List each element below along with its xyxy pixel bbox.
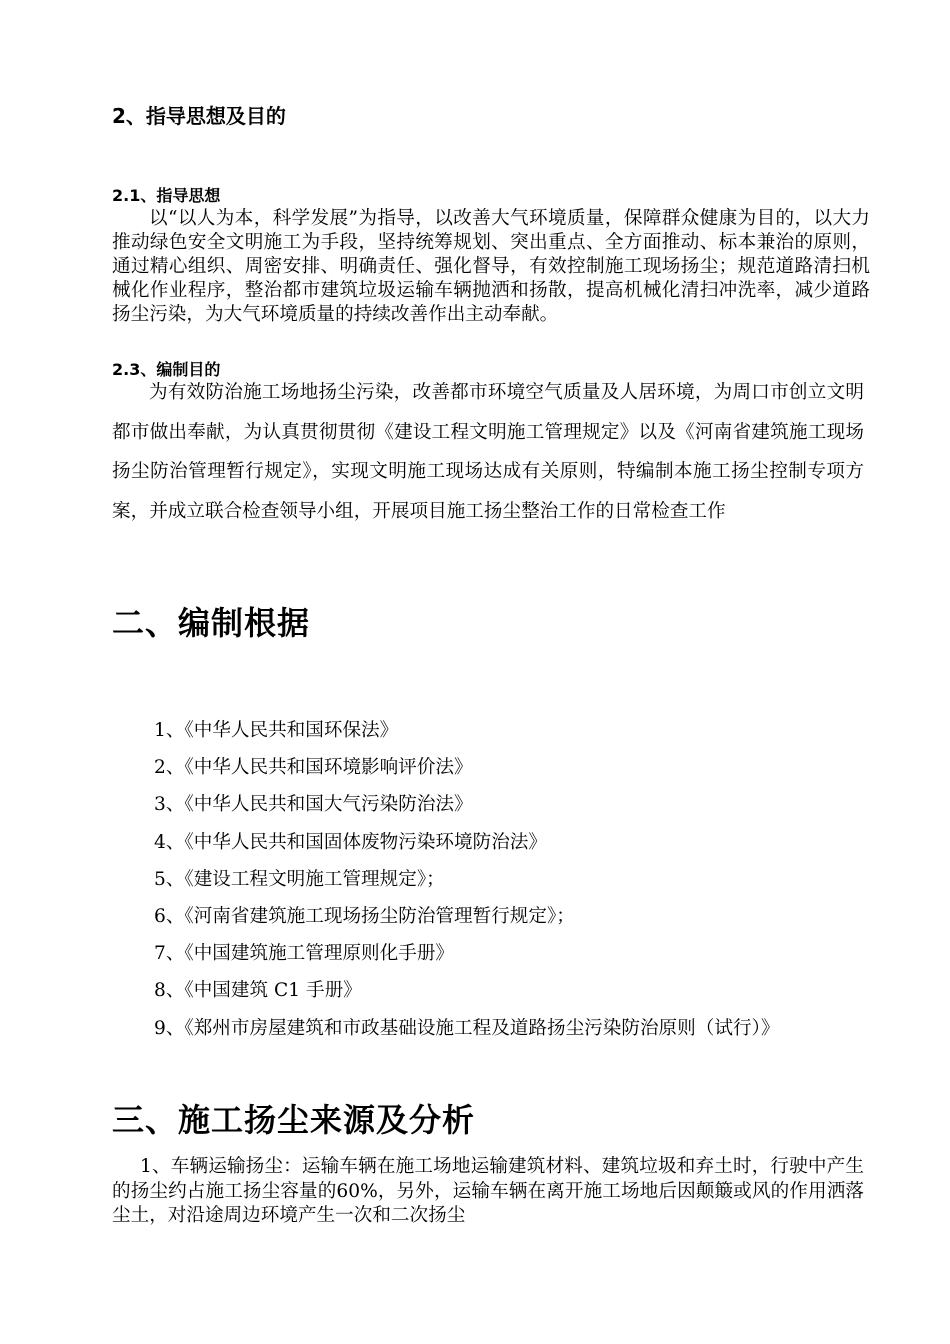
section-2-1-paragraph: 以“以人为本，科学发展”为指导，以改善大气环境质量，保障群众健康为目的，以大力推动绿色安全文明施工为手段，坚持统筹规划、突出重点、全方面推动、标本兼治的原则，通过精心组织、周密安排、明确责任、强化督导，有效控制施工现场扬尘；规范道路清扫机械化作业程序，整治都市建筑垃圾运输车辆抛洒和扬散，提高机械化清扫冲洗率，减少道路扬尘污染，为大气环境质量的持续改善作出主动奉献。 (112, 208, 870, 325)
reference-item: 7、《中国建筑施工管理原则化手册》 (154, 943, 455, 965)
chapter-3-heading: 三、施工扬尘来源及分析 (112, 1101, 476, 1139)
section-2-3-heading: 2.3、编制目的 (112, 360, 221, 379)
reference-item: 9、《郑州市房屋建筑和市政基础设施工程及道路扬尘污染防治原则（试行）》 (154, 1017, 780, 1039)
reference-item: 2、《中华人民共和国环境影响评价法》 (154, 757, 473, 779)
chapter-3-paragraph-1: 1、车辆运输扬尘：运输车辆在施工场地运输建筑材料、建筑垃圾和弃土时，行驶中产生的扬尘约占施工扬尘容量的60%，另外，运输车辆在离开施工场地后因颠簸或风的作用洒落尘土，对沿途周边环境产生一次和二次扬尘 (112, 1156, 864, 1226)
reference-list (112, 712, 864, 1047)
section-2-1-heading: 2.1、指导思想 (112, 186, 221, 205)
reference-item: 4、《中华人民共和国固体废物污染环境防治法》 (154, 831, 547, 853)
chapter-2-heading: 二、编制根据 (112, 604, 311, 642)
section-2-heading: 2、指导思想及目的 (112, 104, 286, 128)
reference-item: 8、《中国建筑 C1 手册》 (154, 980, 362, 1002)
reference-item: 5、《建设工程文明施工管理规定》； (154, 868, 445, 890)
reference-item: 3、《中华人民共和国大气污染防治法》 (154, 794, 473, 816)
reference-item: 6、《河南省建筑施工现场扬尘防治管理暂行规定》； (154, 906, 575, 928)
reference-item: 1、《中华人民共和国环保法》 (154, 720, 399, 741)
section-2-3-paragraph: 为有效防治施工场地扬尘污染，改善都市环境空气质量及人居环境，为周口市创立文明都市做出奉献，为认真贯彻贯彻《建设工程文明施工管理规定》以及《河南省建筑施工现场扬尘防治管理暂行规定》，实现文明施工现场达成有关原则，特编制本施工扬尘控制专项方案，并成立联合检查领导小组，开展项目施工扬尘整治工作的日常检查工作 (112, 382, 864, 522)
